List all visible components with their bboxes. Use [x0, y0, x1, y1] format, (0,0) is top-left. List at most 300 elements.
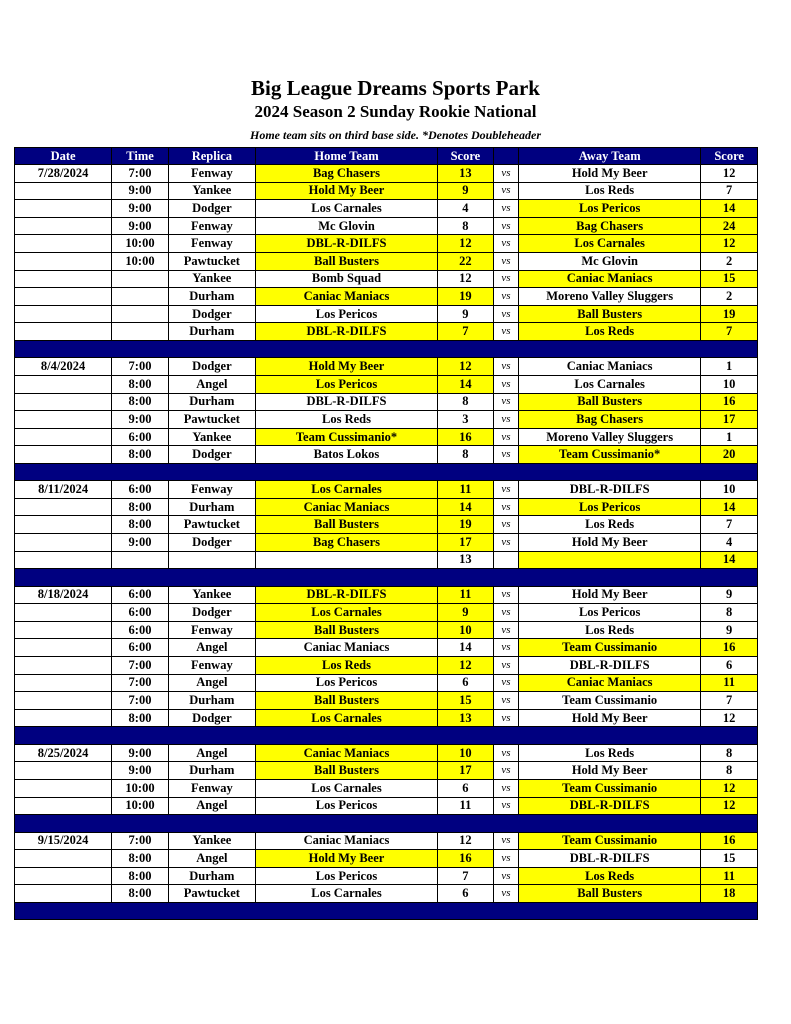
field-replica: Angel — [168, 797, 255, 815]
vs-label: vs — [493, 850, 518, 868]
field-replica: Fenway — [168, 621, 255, 639]
game-time: 6:00 — [112, 481, 169, 499]
header-row — [15, 148, 758, 165]
field-replica: Fenway — [168, 657, 255, 675]
game-row — [15, 165, 758, 183]
away-score: 16 — [701, 832, 758, 850]
schedule-table — [14, 147, 758, 920]
field-replica: Durham — [168, 692, 255, 710]
home-team: Los Pericos — [255, 797, 437, 815]
home-score: 9 — [438, 604, 494, 622]
game-row — [15, 832, 758, 850]
home-team: DBL-R-DILFS — [255, 323, 437, 341]
home-team: Ball Busters — [255, 692, 437, 710]
game-time: 9:00 — [112, 182, 169, 200]
game-time — [112, 323, 169, 341]
away-score: 11 — [701, 674, 758, 692]
field-replica: Angel — [168, 744, 255, 762]
game-time: 10:00 — [112, 797, 169, 815]
vs-label: vs — [493, 393, 518, 411]
game-time: 8:00 — [112, 393, 169, 411]
field-replica: Dodger — [168, 358, 255, 376]
home-score: 17 — [438, 762, 494, 780]
col-header-home-team: Home Team — [255, 148, 437, 165]
away-score: 11 — [701, 867, 758, 885]
game-row — [15, 551, 758, 569]
away-team — [519, 551, 701, 569]
game-row — [15, 375, 758, 393]
date-cell — [15, 534, 112, 552]
home-team: Los Pericos — [255, 674, 437, 692]
vs-label: vs — [493, 428, 518, 446]
home-score: 15 — [438, 692, 494, 710]
game-time — [112, 288, 169, 306]
field-replica: Fenway — [168, 481, 255, 499]
home-team: Los Reds — [255, 657, 437, 675]
vs-label: vs — [493, 217, 518, 235]
vs-label: vs — [493, 621, 518, 639]
away-score: 7 — [701, 516, 758, 534]
away-team: Los Pericos — [519, 498, 701, 516]
home-score: 12 — [438, 235, 494, 253]
home-score: 17 — [438, 534, 494, 552]
away-score: 10 — [701, 481, 758, 499]
game-time: 10:00 — [112, 779, 169, 797]
col-header-time: Time — [112, 148, 169, 165]
game-time: 9:00 — [112, 217, 169, 235]
field-replica: Durham — [168, 323, 255, 341]
away-team: DBL-R-DILFS — [519, 850, 701, 868]
vs-label: vs — [493, 252, 518, 270]
date-cell — [15, 779, 112, 797]
week-separator — [15, 902, 758, 919]
away-score: 15 — [701, 850, 758, 868]
away-score: 1 — [701, 358, 758, 376]
date-cell — [15, 428, 112, 446]
away-team: Los Reds — [519, 182, 701, 200]
game-row — [15, 358, 758, 376]
vs-label: vs — [493, 288, 518, 306]
game-time: 8:00 — [112, 850, 169, 868]
home-team: Hold My Beer — [255, 358, 437, 376]
date-cell — [15, 797, 112, 815]
date-cell — [15, 288, 112, 306]
game-row — [15, 779, 758, 797]
home-team: Team Cussimanio* — [255, 428, 437, 446]
field-replica: Pawtucket — [168, 516, 255, 534]
home-team: Ball Busters — [255, 516, 437, 534]
game-row — [15, 850, 758, 868]
away-team: Los Reds — [519, 621, 701, 639]
date-cell — [15, 516, 112, 534]
game-row — [15, 621, 758, 639]
date-cell — [15, 850, 112, 868]
week-separator — [15, 569, 758, 586]
away-team: Los Pericos — [519, 200, 701, 218]
home-score: 3 — [438, 411, 494, 429]
date-cell — [15, 498, 112, 516]
away-team: Los Reds — [519, 323, 701, 341]
game-row — [15, 692, 758, 710]
date-cell — [15, 305, 112, 323]
date-cell — [15, 393, 112, 411]
game-time: 8:00 — [112, 885, 169, 903]
home-score: 7 — [438, 323, 494, 341]
away-team: Los Reds — [519, 516, 701, 534]
col-header-vs — [493, 148, 518, 165]
home-team: Bag Chasers — [255, 534, 437, 552]
vs-label: vs — [493, 182, 518, 200]
away-team: Caniac Maniacs — [519, 358, 701, 376]
home-score: 11 — [438, 481, 494, 499]
field-replica: Dodger — [168, 305, 255, 323]
game-row — [15, 797, 758, 815]
game-time: 6:00 — [112, 586, 169, 604]
game-time: 8:00 — [112, 375, 169, 393]
home-team: Los Carnales — [255, 481, 437, 499]
away-team: DBL-R-DILFS — [519, 481, 701, 499]
game-row — [15, 867, 758, 885]
week-separator — [15, 727, 758, 744]
game-time: 8:00 — [112, 446, 169, 464]
game-row — [15, 657, 758, 675]
away-team: Hold My Beer — [519, 586, 701, 604]
game-row — [15, 744, 758, 762]
game-row — [15, 200, 758, 218]
home-team: DBL-R-DILFS — [255, 393, 437, 411]
game-row — [15, 217, 758, 235]
date-cell — [15, 604, 112, 622]
home-score: 12 — [438, 832, 494, 850]
field-replica: Fenway — [168, 235, 255, 253]
field-replica: Durham — [168, 393, 255, 411]
week-date: 7/28/2024 — [15, 165, 112, 183]
col-header-home-score: Score — [438, 148, 494, 165]
home-score: 19 — [438, 288, 494, 306]
away-team: DBL-R-DILFS — [519, 797, 701, 815]
away-team: Caniac Maniacs — [519, 674, 701, 692]
home-team: DBL-R-DILFS — [255, 586, 437, 604]
vs-label: vs — [493, 446, 518, 464]
field-replica: Dodger — [168, 709, 255, 727]
game-time: 6:00 — [112, 621, 169, 639]
game-row — [15, 674, 758, 692]
game-time: 9:00 — [112, 762, 169, 780]
field-replica — [168, 551, 255, 569]
separator-bar — [15, 340, 758, 357]
away-team: Bag Chasers — [519, 217, 701, 235]
away-team: Ball Busters — [519, 885, 701, 903]
home-score: 6 — [438, 674, 494, 692]
vs-label: vs — [493, 744, 518, 762]
vs-label: vs — [493, 885, 518, 903]
vs-label: vs — [493, 709, 518, 727]
field-replica: Fenway — [168, 217, 255, 235]
away-score: 12 — [701, 165, 758, 183]
vs-label: vs — [493, 674, 518, 692]
game-time: 8:00 — [112, 516, 169, 534]
game-time: 9:00 — [112, 534, 169, 552]
field-replica: Yankee — [168, 182, 255, 200]
field-replica: Angel — [168, 674, 255, 692]
date-cell — [15, 375, 112, 393]
home-team: Bag Chasers — [255, 165, 437, 183]
vs-label: vs — [493, 411, 518, 429]
home-score: 6 — [438, 779, 494, 797]
game-row — [15, 235, 758, 253]
home-score: 9 — [438, 182, 494, 200]
date-cell — [15, 270, 112, 288]
away-score: 2 — [701, 288, 758, 306]
home-score: 11 — [438, 586, 494, 604]
game-time: 6:00 — [112, 639, 169, 657]
away-score: 6 — [701, 657, 758, 675]
home-score: 4 — [438, 200, 494, 218]
game-time: 6:00 — [112, 604, 169, 622]
away-team: Los Pericos — [519, 604, 701, 622]
field-replica: Angel — [168, 850, 255, 868]
away-team: Moreno Valley Sluggers — [519, 288, 701, 306]
home-score: 11 — [438, 797, 494, 815]
home-score: 10 — [438, 621, 494, 639]
week-date: 8/11/2024 — [15, 481, 112, 499]
field-replica: Pawtucket — [168, 411, 255, 429]
away-score: 14 — [701, 200, 758, 218]
vs-label: vs — [493, 358, 518, 376]
away-score: 24 — [701, 217, 758, 235]
field-replica: Pawtucket — [168, 252, 255, 270]
page-note: Home team sits on third base side. *Denotes Doubleheader — [250, 128, 541, 142]
date-cell — [15, 235, 112, 253]
vs-label: vs — [493, 779, 518, 797]
game-row — [15, 323, 758, 341]
separator-bar — [15, 902, 758, 919]
game-time: 8:00 — [112, 709, 169, 727]
week-separator — [15, 340, 758, 357]
game-time: 8:00 — [112, 867, 169, 885]
separator-bar — [15, 815, 758, 832]
vs-label: vs — [493, 498, 518, 516]
week-separator — [15, 463, 758, 480]
game-time: 9:00 — [112, 744, 169, 762]
game-row — [15, 411, 758, 429]
away-team: Hold My Beer — [519, 762, 701, 780]
home-score: 14 — [438, 498, 494, 516]
away-team: Los Carnales — [519, 235, 701, 253]
field-replica: Yankee — [168, 832, 255, 850]
vs-label: vs — [493, 165, 518, 183]
home-team: Ball Busters — [255, 621, 437, 639]
game-row — [15, 252, 758, 270]
vs-label: vs — [493, 270, 518, 288]
week-date: 9/15/2024 — [15, 832, 112, 850]
away-score: 1 — [701, 428, 758, 446]
away-team: Hold My Beer — [519, 709, 701, 727]
field-replica: Dodger — [168, 604, 255, 622]
date-cell — [15, 446, 112, 464]
vs-label: vs — [493, 586, 518, 604]
col-header-away-score: Score — [701, 148, 758, 165]
game-row — [15, 498, 758, 516]
vs-label: vs — [493, 481, 518, 499]
home-team — [255, 551, 437, 569]
away-score: 2 — [701, 252, 758, 270]
home-team: Los Pericos — [255, 305, 437, 323]
vs-label: vs — [493, 323, 518, 341]
date-cell — [15, 657, 112, 675]
away-team: Team Cussimanio — [519, 779, 701, 797]
home-score: 9 — [438, 305, 494, 323]
home-team: Bomb Squad — [255, 270, 437, 288]
home-team: Los Pericos — [255, 867, 437, 885]
away-team: Los Reds — [519, 744, 701, 762]
home-score: 12 — [438, 358, 494, 376]
date-cell — [15, 217, 112, 235]
home-team: Los Carnales — [255, 604, 437, 622]
game-time: 10:00 — [112, 252, 169, 270]
home-team: Los Pericos — [255, 375, 437, 393]
game-time: 7:00 — [112, 674, 169, 692]
game-row — [15, 305, 758, 323]
away-score: 4 — [701, 534, 758, 552]
home-score: 10 — [438, 744, 494, 762]
away-score: 15 — [701, 270, 758, 288]
field-replica: Dodger — [168, 200, 255, 218]
away-score: 16 — [701, 639, 758, 657]
vs-label: vs — [493, 657, 518, 675]
game-time — [112, 305, 169, 323]
field-replica: Fenway — [168, 165, 255, 183]
home-score: 16 — [438, 850, 494, 868]
date-cell — [15, 639, 112, 657]
away-score: 20 — [701, 446, 758, 464]
away-score: 7 — [701, 323, 758, 341]
week-date: 8/25/2024 — [15, 744, 112, 762]
home-score: 12 — [438, 657, 494, 675]
home-score: 19 — [438, 516, 494, 534]
home-score: 13 — [438, 551, 494, 569]
game-time: 7:00 — [112, 358, 169, 376]
away-score: 14 — [701, 551, 758, 569]
away-team: Ball Busters — [519, 393, 701, 411]
away-score: 14 — [701, 498, 758, 516]
away-team: Mc Glovin — [519, 252, 701, 270]
game-time — [112, 551, 169, 569]
away-score: 10 — [701, 375, 758, 393]
date-cell — [15, 885, 112, 903]
date-cell — [15, 200, 112, 218]
vs-label: vs — [493, 639, 518, 657]
home-team: Batos Lokos — [255, 446, 437, 464]
game-time: 10:00 — [112, 235, 169, 253]
away-score: 8 — [701, 762, 758, 780]
away-score: 16 — [701, 393, 758, 411]
vs-label: vs — [493, 305, 518, 323]
field-replica: Fenway — [168, 779, 255, 797]
game-time: 9:00 — [112, 411, 169, 429]
col-header-replica: Replica — [168, 148, 255, 165]
field-replica: Durham — [168, 498, 255, 516]
home-team: Caniac Maniacs — [255, 832, 437, 850]
date-cell — [15, 762, 112, 780]
vs-label: vs — [493, 867, 518, 885]
game-row — [15, 516, 758, 534]
home-team: Mc Glovin — [255, 217, 437, 235]
away-score: 18 — [701, 885, 758, 903]
away-score: 12 — [701, 779, 758, 797]
vs-label — [493, 551, 518, 569]
home-score: 12 — [438, 270, 494, 288]
away-score: 12 — [701, 235, 758, 253]
vs-label: vs — [493, 604, 518, 622]
away-score: 8 — [701, 744, 758, 762]
game-row — [15, 481, 758, 499]
separator-bar — [15, 727, 758, 744]
vs-label: vs — [493, 200, 518, 218]
date-cell — [15, 551, 112, 569]
week-separator — [15, 815, 758, 832]
field-replica: Pawtucket — [168, 885, 255, 903]
field-replica: Durham — [168, 762, 255, 780]
game-row — [15, 288, 758, 306]
week-date: 8/4/2024 — [15, 358, 112, 376]
game-row — [15, 393, 758, 411]
game-row — [15, 428, 758, 446]
page-subtitle: 2024 Season 2 Sunday Rookie National — [254, 102, 537, 121]
col-header-away-team: Away Team — [519, 148, 701, 165]
away-team: Hold My Beer — [519, 534, 701, 552]
field-replica: Yankee — [168, 428, 255, 446]
game-time: 6:00 — [112, 428, 169, 446]
schedule-body — [15, 165, 758, 920]
home-team: DBL-R-DILFS — [255, 235, 437, 253]
week-date: 8/18/2024 — [15, 586, 112, 604]
col-header-date: Date — [15, 148, 112, 165]
vs-label: vs — [493, 692, 518, 710]
home-score: 13 — [438, 709, 494, 727]
field-replica: Yankee — [168, 270, 255, 288]
home-team: Los Carnales — [255, 200, 437, 218]
away-team: DBL-R-DILFS — [519, 657, 701, 675]
away-score: 19 — [701, 305, 758, 323]
home-score: 22 — [438, 252, 494, 270]
game-row — [15, 604, 758, 622]
game-row — [15, 586, 758, 604]
away-team: Caniac Maniacs — [519, 270, 701, 288]
vs-label: vs — [493, 534, 518, 552]
game-row — [15, 709, 758, 727]
home-team: Los Carnales — [255, 709, 437, 727]
vs-label: vs — [493, 832, 518, 850]
away-team: Hold My Beer — [519, 165, 701, 183]
vs-label: vs — [493, 375, 518, 393]
away-score: 8 — [701, 604, 758, 622]
field-replica: Dodger — [168, 446, 255, 464]
date-cell — [15, 674, 112, 692]
away-team: Los Carnales — [519, 375, 701, 393]
away-score: 12 — [701, 797, 758, 815]
date-cell — [15, 182, 112, 200]
away-score: 17 — [701, 411, 758, 429]
away-team: Bag Chasers — [519, 411, 701, 429]
home-score: 14 — [438, 375, 494, 393]
home-score: 8 — [438, 217, 494, 235]
game-time: 7:00 — [112, 165, 169, 183]
game-row — [15, 270, 758, 288]
home-team: Caniac Maniacs — [255, 498, 437, 516]
date-cell — [15, 709, 112, 727]
home-score: 14 — [438, 639, 494, 657]
